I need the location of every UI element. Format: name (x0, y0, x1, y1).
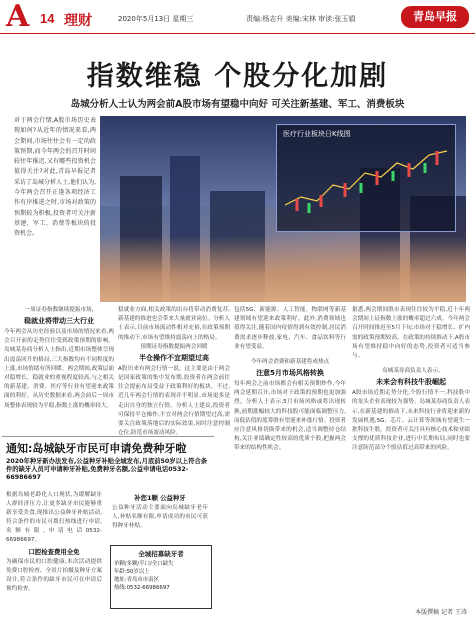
candlestick-graphic (277, 125, 457, 233)
ad-paragraph: 为确保市民的口腔健康,本次活动提供免费口腔检查、全景片拍摄及种牙方案设计,符合条件的缺牙市民可在申请后预约检查。 (6, 559, 102, 592)
ad-title: 通知:岛城缺牙市民可申请免费种牙啦 (6, 442, 187, 455)
photo-hands (100, 236, 466, 302)
newspaper-brand-logo: 青岛早报 (401, 6, 469, 28)
column-heading: 未来会有科技牛股崛起 (376, 378, 446, 387)
column-body: 据悉,两会期间股市表现往往较为平稳,近十年两会期间上证指数上涨的概率超过六成。今年两会召开时间推迟至5月下旬,市场对于稳增长、扩内需的政策预期较高。在政策的持续推动下,A股市场有望维持稳中向好的态势,投资者可适当参与。 (352, 307, 470, 360)
article-column-1 (4, 306, 114, 436)
column-heading: 稳就业将带动三大行业 (24, 317, 94, 325)
column-body: 今年两会从历史经验以及市场的情况来看,两会召开前的走势往往受到政策预期的影响。岛城某券商分析人士指出,近期市场整体呈现出震荡回升的格局,三大指数均有不同程度的上涨,市场情绪有所回暖。两会期间,政策层面对稳增长、稳就业的重视程度较高,与之相关的新基建、消费、医疗等行业有望迎来政策面的利好。从历史数据来看,两会前后一周市场整体表现较为平稳,指数上涨的概率较大。 (4, 329, 114, 409)
section-title: 理财 (64, 13, 92, 29)
column-heading: 注意5月市场风格转换 (256, 369, 324, 378)
ad-box-line: 热线:0532-66986697 (114, 585, 170, 591)
ad-left-column (2, 491, 106, 594)
column-body: 每年两会之前市场都会有相关预期炒作,今年两会延期召开,市场对于政策的预期也更加强烈。分析人士表示,5月市场风格或将出现转换,前期涨幅较大的科技股可能面临调整压力,而低估值的蓝筹股有望迎来补涨行情。投资者应注意风格切换带来的机会,适当调整持仓结构,关注业绩确定性较高的优质个股,把握两会带来的结构性机会。 (234, 381, 346, 452)
stock-screen (276, 124, 456, 232)
section-logo: A (6, 0, 30, 34)
column-body: 稳就业方面,相关政策的出台将带动消费复苏,新基建的推进也会带来大量就业岗位。分析人士表示,目前市场流动性相对充裕,在政策预期的推动下,市场有望维持震荡向上的格局。 (118, 307, 230, 341)
ad-box-line: 地址:青岛市市南区 (114, 577, 159, 583)
ad-paragraph: 根据岛城老龄化人口现状,为缓解缺牙人群经济压力,让更多缺牙市民能够重新享受美食,现推出公益种牙补贴活动,符合条件的市民可拨打热线进行申请,名额有限,申请电话0532-66986697。 (6, 492, 102, 543)
lead-paragraph: 对于两会行情,A股市场历史表现如何?从近年的情况来看,两会期间,市场往往会有一定的政策预期,而今年两会的召开时间较往年推迟,又有哪些投资机会值得关注?对此,青岛早报记者采访了岛城分析人士,他们认为,今年两会召开正逢各项经济工作有序推进之时,市场对政策的预期较为积极,投资者可关注新基建、军工、消费等板块的投资机会。 (14, 117, 96, 238)
ad-section-heading: 补您1颗 公益种牙 (134, 494, 186, 502)
news-photo (100, 116, 466, 302)
column-kicker: 岛城某券商负责人表示, (382, 368, 440, 375)
ad-section-heading: 口腔检查费用全免 (28, 548, 80, 556)
column-heading: 半仓操作不宜期望过高 (139, 353, 209, 362)
editor-credits: 责编:杨志升 美编:宋林 审读:张玉娟 (246, 15, 356, 23)
ad-right-column (108, 491, 212, 531)
column-kicker: 今年两会消费和新基建将成热点 (250, 359, 330, 366)
page-subheadline: 岛城分析人士认为两会前A股市场有望稳中向好 可关注新基建、军工、消费板块 (70, 99, 405, 110)
column-body: A股市场近期走势分化,个股行情不一,科技股中的龙头企业表现较为强势。岛城某券商负责人表示,在新基建的推动下,未来科技行业将迎来新的发展机遇,5G、芯片、云计算等领域有望诞生一批科技牛股。投资者可关注具有核心技术和业绩支撑的优质科技企业,进行中长期布局,同时也要注意防范部分个股估值过高带来的风险。 (352, 390, 470, 452)
column-kicker: 预期证券指数提振两会回暖 (140, 343, 208, 350)
page-number: 14 (40, 11, 55, 26)
page-headline: 指数维稳 个股分化加剧 (86, 61, 389, 92)
issue-date: 2020年5月13日 星期三 (118, 15, 194, 23)
column-body: 包括5G、新能源、人工智能、物联网等新基建领域有望迎来政策利好。此外,消费领域也值得关注,随着国内疫情得到有效控制,居民消费需求逐步释放,家电、汽车、食品饮料等行业有望受益。 (234, 307, 346, 350)
masthead (0, 0, 475, 34)
advertisement (2, 436, 214, 620)
article-column-4 (352, 306, 470, 606)
article-column-2 (118, 306, 230, 436)
ad-paragraph: 公益种牙活动主要面向岛城缺牙老年人,补贴名额有限,申请成功的市民可获得种牙补贴。 (112, 505, 208, 529)
photo-caption: 医疗行业板块日K线图 (283, 130, 351, 138)
ad-box-line: 年龄:50岁以上 (114, 569, 150, 575)
column-kicker: 一周证券指数继续提振市场, (24, 307, 94, 313)
ad-subtitle: 2020年种牙新办法发布,公益种牙补贴全城发布,月底前50岁以上符合条件的缺牙人员可申请种牙补贴,免费种牙名额,公益申请电话0532-66986697 (6, 458, 208, 481)
ad-recruit-box (110, 545, 212, 609)
article-column-3 (234, 306, 346, 618)
ad-box-line: 单颗/多颗/半口/全口缺失 (114, 561, 174, 567)
ad-box-title: 全城招募缺牙者 (138, 550, 184, 558)
article-byline: 本版撰稿 记者 王涛 (415, 609, 467, 616)
column-body: A股历来有两会行情一说。这主要是由于两会是国家政策的集中发布期,投资者在两会前往往会提前布局受益于政策利好的板块。不过,近几年两会行情的表现并不明显,市场更多是走出自身的独立行情。分析人士建议,投资者可保持半仓操作,不宜对两会行情期望过高,需要关注政策落地后的实际效果,同时注意控制仓位,防范市场波动风险。 (118, 365, 230, 436)
